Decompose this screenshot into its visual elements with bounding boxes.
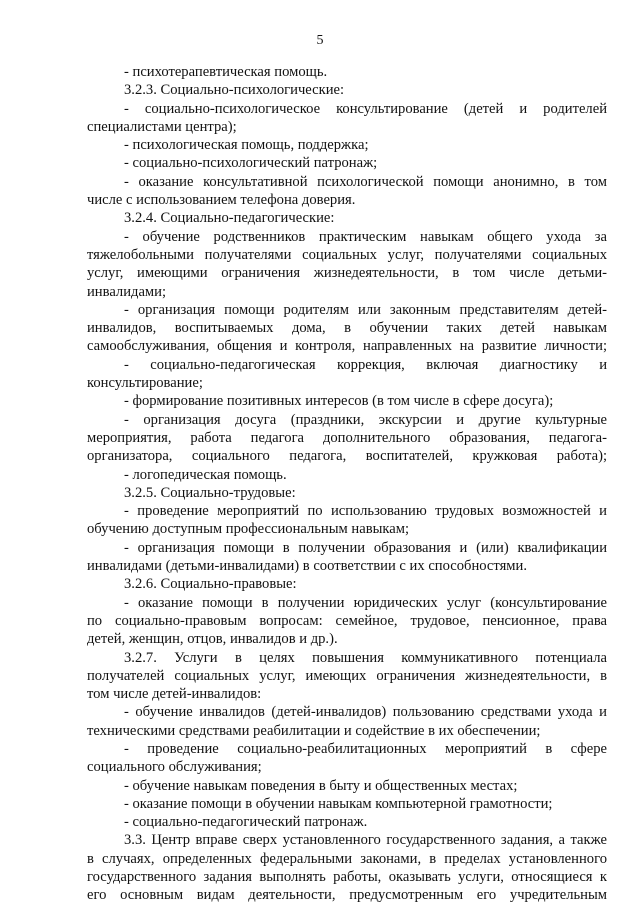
text-line: получателей социальных услуг, имеющих ограничения жизнедеятельности, в [87, 667, 607, 684]
text-line: - психологическая помощь, поддержка; [124, 137, 369, 154]
text-line: - проведение мероприятий по использованию трудовых возможностей и [124, 503, 607, 520]
text-line: его основным видам деятельности, предусмотренным его учредительным [87, 887, 607, 904]
text-line: консультирование; [87, 375, 203, 392]
text-line: 3.3. Центр вправе сверх установленного государственного задания, а также [124, 832, 607, 849]
page-number: 5 [316, 33, 324, 48]
text-line: 3.2.5. Социально-трудовые: [124, 484, 296, 501]
text-line: услуг, имеющими ограничения жизнедеятельности, в том числе детьми- [87, 265, 607, 282]
text-line: - оказание помощи в получении юридических услуг (консультирование [124, 594, 607, 611]
text-line: - социально-педагогический патронаж. [124, 814, 368, 831]
text-line: самообслуживания, общения и контроля, направленных на развитие личности; [87, 338, 607, 355]
text-line: - социально-психологический патронаж; [124, 155, 378, 172]
text-line: техническими средствами реабилитации и содействие в их обеспечении; [87, 722, 541, 739]
text-line: - социально-психологическое консультирование (детей и родителей [124, 100, 607, 117]
text-line: - психотерапевтическая помощь. [124, 64, 328, 80]
text-line: детей, женщин, отцов, инвалидов и др.). [87, 631, 338, 648]
text-line: по социально-правовым вопросам: семейное, трудовое, пенсионное, права [87, 612, 607, 629]
text-line: инвалидами; [87, 283, 167, 300]
text-line: числе с использованием телефона доверия. [87, 192, 356, 209]
text-line: том числе детей-инвалидов: [87, 686, 262, 703]
text-line: - оказание консультативной психологической помощи анонимно, в том [124, 173, 607, 190]
text-line: 3.2.3. Социально-психологические: [124, 82, 345, 99]
text-line: государственного задания выполнять работы, оказывать услуги, относящиеся к [87, 869, 607, 886]
text-line: - организация помощи в получении образования и (или) квалификации [124, 539, 607, 556]
text-line: - организация помощи родителям или законным представителям детей- [124, 301, 607, 318]
text-line: 3.2.6. Социально-правовые: [124, 576, 297, 593]
text-line: - обучение навыкам поведения в быту и общественных местах; [124, 777, 518, 794]
text-line: инвалидами (детьми-инвалидами) в соответствии с их способностями. [87, 558, 528, 575]
text-line: - проведение социально-реабилитационных мероприятий в сфере [124, 740, 607, 757]
text-line: 3.2.7. Услуги в целях повышения коммуникативного потенциала [124, 649, 607, 666]
text-line: - организация досуга (праздники, экскурсии и другие культурные [124, 411, 607, 428]
text-line: - формирование позитивных интересов (в том числе в сфере досуга); [124, 393, 554, 410]
text-line: тяжелобольными получателями социальных услуг, получателями социальных [87, 246, 607, 263]
document-body [87, 63, 607, 905]
text-line: обучению доступным профессиональным навыкам; [87, 521, 410, 538]
text-line: - логопедическая помощь. [124, 466, 287, 483]
text-line: специалистами центра); [87, 118, 237, 135]
text-line: инвалидов, воспитываемых дома, в обучении таких детей навыкам [87, 320, 607, 337]
text-line: - обучение инвалидов (детей-инвалидов) пользованию средствами ухода и [124, 704, 607, 721]
text-line: - оказание помощи в обучении навыкам компьютерной грамотности; [124, 795, 553, 812]
text-line: - обучение родственников практическим навыкам общего ухода за [124, 228, 607, 245]
text-line: мероприятия, работа педагога дополнительного образования, педагога- [87, 429, 607, 446]
text-line: социального обслуживания; [87, 759, 262, 776]
text-line: - социально-педагогическая коррекция, включая диагностику и [124, 356, 607, 373]
text-line: 3.2.4. Социально-педагогические: [124, 210, 335, 227]
text-line: в случаях, определенных федеральными законами, в пределах установленного [87, 850, 607, 867]
text-line: организатора, социального педагога, воспитателей, кружковая работа); [87, 448, 607, 465]
